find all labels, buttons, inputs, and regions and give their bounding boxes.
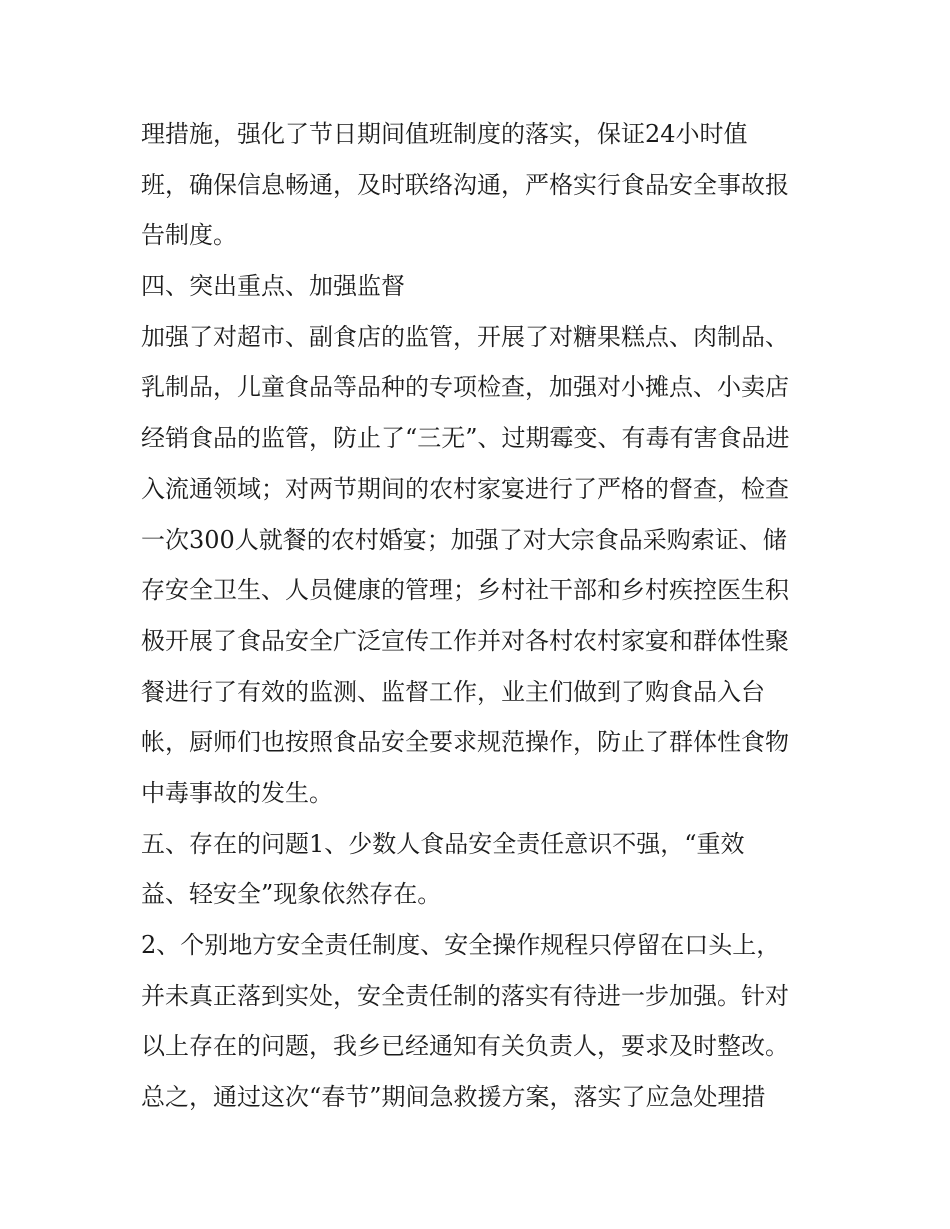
text-line: 帐，厨师们也按照食品安全要求规范操作，防止了群体性食物 xyxy=(141,728,789,757)
text-line: 并未真正落到实处，安全责任制的落实有待进一步加强。针对 xyxy=(141,981,789,1010)
text-line: 益、轻安全”现象依然存在。 xyxy=(141,880,442,909)
document-body xyxy=(141,109,821,1123)
text-line: 总之，通过这次“春节”期间急救援方案，落实了应急处理措 xyxy=(141,1083,766,1112)
text-line: 入流通领域；对两节期间的农村家宴进行了严格的督查，检查 xyxy=(141,474,789,503)
text-line: 一次300人就餐的农村婚宴；加强了对大宗食品采购索证、储 xyxy=(141,525,787,554)
text-line: 班，确保信息畅通，及时联络沟通，严格实行食品安全事故报 xyxy=(141,170,789,199)
text-line: 极开展了食品安全广泛宣传工作并对各村农村家宴和群体性聚 xyxy=(141,626,789,655)
text-line: 加强了对超市、副食店的监管，开展了对糖果糕点、肉制品、 xyxy=(141,322,789,351)
text-line: 2、个别地方安全责任制度、安全操作规程只停留在口头上， xyxy=(141,931,781,959)
section-heading: 五、存在的问题1、少数人食品安全责任意识不强，“重效 xyxy=(141,829,745,858)
text-line: 经销食品的监管，防止了“三无”、过期霉变、有毒有害食品进 xyxy=(141,424,790,453)
text-line: 存安全卫生、人员健康的管理；乡村社干部和乡村疾控医生积 xyxy=(141,576,789,605)
text-line: 中毒事故的发生。 xyxy=(141,778,333,807)
text-line: 理措施，强化了节日期间值班制度的落实，保证24小时值 xyxy=(141,120,748,148)
text-line: 告制度。 xyxy=(141,221,237,250)
text-line: 乳制品，儿童食品等品种的专项检查，加强对小摊点、小卖店 xyxy=(141,373,789,402)
text-line: 餐进行了有效的监测、监督工作，业主们做到了购食品入台 xyxy=(141,677,765,706)
section-heading: 四、突出重点、加强监督 xyxy=(141,272,405,301)
text-line: 以上存在的问题，我乡已经通知有关负责人，要求及时整改。 xyxy=(141,1032,789,1061)
